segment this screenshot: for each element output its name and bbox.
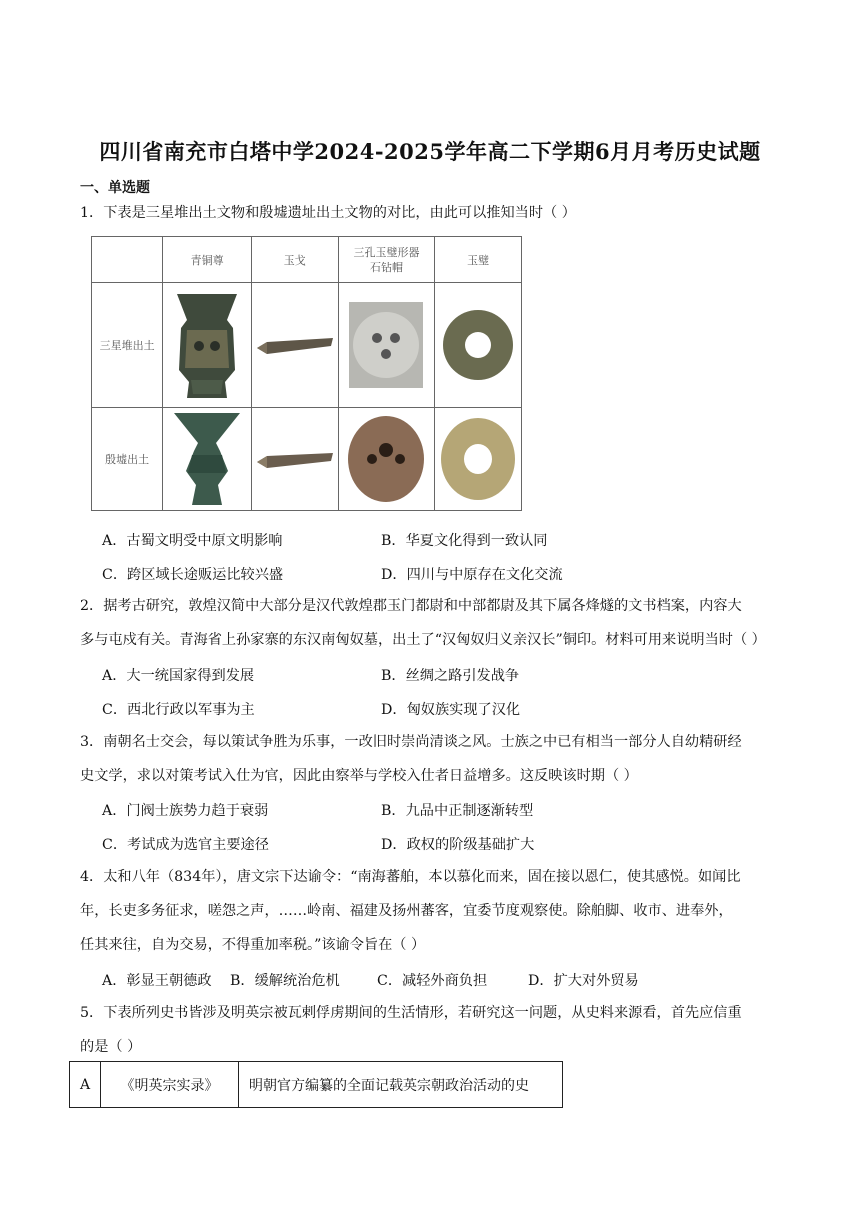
q2-option-a[interactable]: A．大一统国家得到发展 [102,668,255,684]
q2-option-c[interactable]: C．西北行政以军事为主 [102,702,255,718]
question-3-line1: 3．南朝名士交会，每以策试争胜为乐事，一改旧时崇尚清谈之风。士族之中已有相当一部分人自幼精研经 [80,734,742,750]
q4-option-a[interactable]: A．彰显王朝德政 [102,973,212,989]
header-three-hole-disc [338,237,435,283]
q4-option-d[interactable]: D．扩大对外贸易 [528,973,639,989]
header-bronze-zun: 青铜尊 [163,237,252,283]
question-4-line3: 任其来往，自为交易，不得重加率税。”该谕令旨在（ ） [80,937,426,953]
q2-option-d[interactable]: D．匈奴族实现了汉化 [381,702,521,718]
q3-option-c[interactable]: C．考试成为选官主要途径 [102,837,269,853]
q4-option-c[interactable]: C．减轻外商负担 [377,973,488,989]
question-2-line1: 2．据考古研究，敦煌汉简中大部分是汉代敦煌郡玉门都尉和中部都尉及其下属各烽燧的文书档案，内容大 [80,598,742,614]
table-corner-cell [92,237,163,283]
q3-option-d[interactable]: D．政权的阶级基础扩大 [381,837,535,853]
question-4-line1: 4．太和八年（834年），唐文宗下达谕令：“南海蕃舶，本以慕化而来，固在接以恩仁，使其感悦。如闻比 [80,869,741,885]
question-2-line2: 多与屯戍有关。青海省上孙家寨的东汉南匈奴墓，出土了“汉匈奴归义亲汉长”铜印。材料可用来说明当时（ ） [80,632,766,648]
source-description: 明朝官方编纂的全面记载英宗朝政治活动的史 [239,1062,563,1108]
section-heading: 一、单选题 [80,180,150,196]
question-1-stem: 1．下表是三星堆出土文物和殷墟遗址出土文物的对比，由此可以推知当时（ ） [80,205,576,221]
question-5-stem [80,996,790,1064]
header-three-hole-disc-line2: 石钻帽 [369,260,403,274]
header-three-hole-disc-line1: 三孔玉璧形器 [353,245,420,259]
table-row [70,1062,563,1108]
q3-option-a[interactable]: A．门阀士族势力趋于衰弱 [102,803,269,819]
question-5-line1: 5．下表所列史书皆涉及明英宗被瓦剌俘虏期间的生活情形，若研究这一问题，从史料来源看，首先应信重 [80,1005,742,1021]
q1-option-d[interactable]: D．四川与中原存在文化交流 [381,567,563,583]
source-table [69,1061,563,1108]
header-jade-bi: 玉璧 [435,237,522,283]
source-book: 《明英宗实录》 [101,1062,239,1108]
question-2-stem [80,589,790,657]
jade-bi-sanxingdui-image [435,283,522,408]
header-jade-ge: 玉戈 [251,237,338,283]
jade-bi-yinxu-image [435,408,522,511]
question-3-line2: 史文学，求以对策考试入仕为官，因此由察举与学校入仕者日益增多。这反映该时期（ ） [80,768,638,784]
row-label-yinxu: 殷墟出土 [92,408,163,511]
bronze-zun-sanxingdui-image [163,283,252,408]
jade-ge-yinxu-image [251,408,338,511]
row-label-sanxingdui: 三星堆出土 [92,283,163,408]
q2-option-b[interactable]: B．丝绸之路引发战争 [381,668,520,684]
three-hole-disc-sanxingdui-image [338,283,435,408]
q1-option-c[interactable]: C．跨区域长途贩运比较兴盛 [102,567,284,583]
question-3-stem [80,725,790,793]
bronze-zun-yinxu-image [163,408,252,511]
q1-option-b[interactable]: B．华夏文化得到一致认同 [381,533,548,549]
stone-drill-cap-yinxu-image [338,408,435,511]
question-5-line2: 的是（ ） [80,1039,142,1055]
question-4-stem [80,860,790,962]
q1-option-a[interactable]: A．古蜀文明受中原文明影响 [102,533,283,549]
artifact-comparison-table [91,236,522,511]
jade-ge-sanxingdui-image [251,283,338,408]
page-title: 四川省南充市白塔中学2024-2025学年高二下学期6月月考历史试题 [99,139,761,164]
q4-option-b[interactable]: B．缓解统治危机 [230,973,340,989]
q3-option-b[interactable]: B．九品中正制逐渐转型 [381,803,534,819]
question-4-line2: 年，长吏多务征求，嗟怨之声，……岭南、福建及扬州蕃客，宜委节度观察使。除舶脚、收市、进奉外， [80,903,733,919]
source-letter: A [70,1062,101,1108]
